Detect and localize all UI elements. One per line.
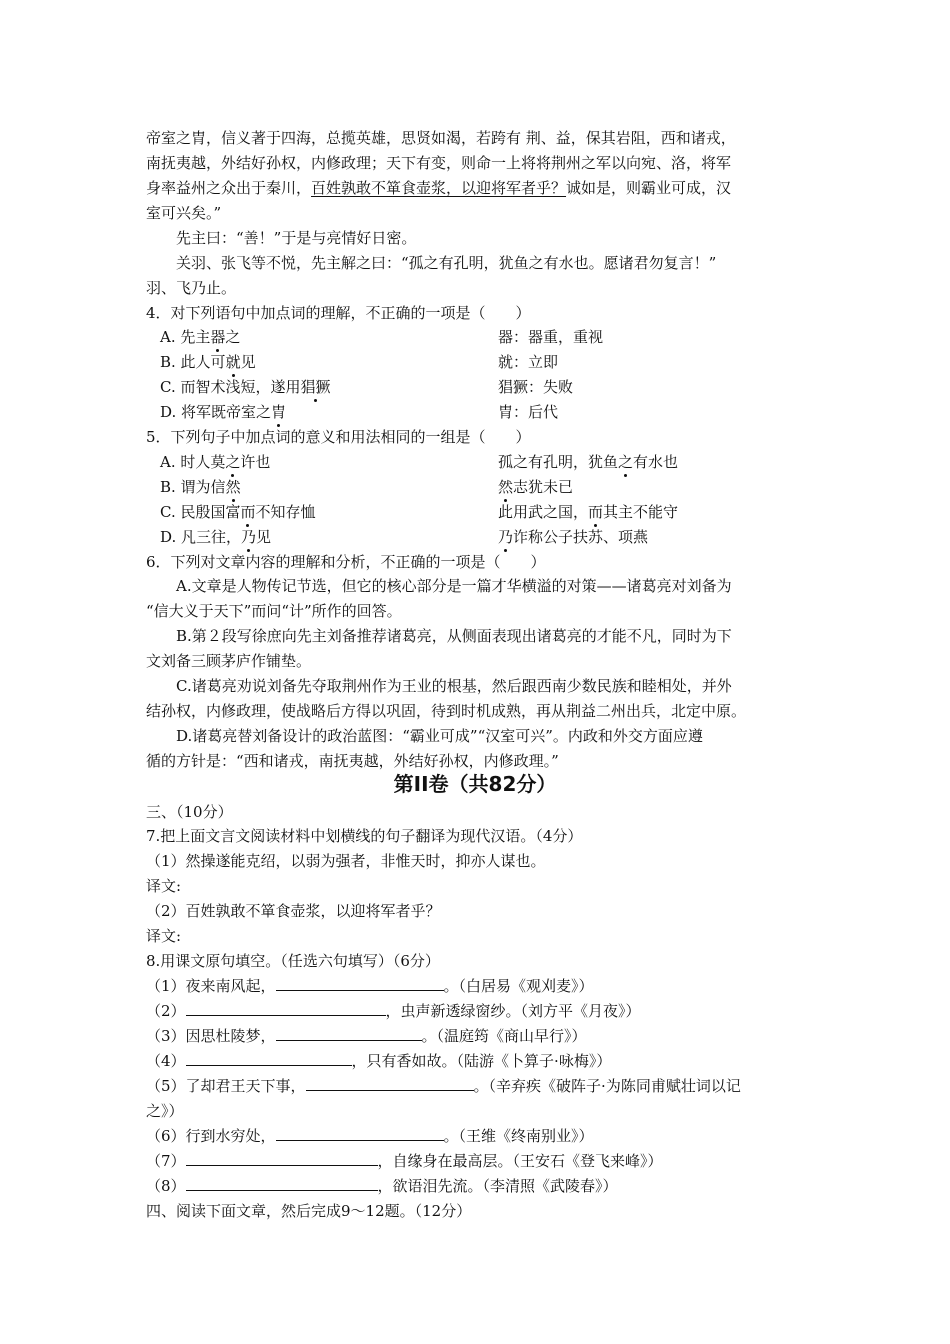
- fill-blank[interactable]: [186, 1150, 378, 1166]
- q5-option-c-left: C. 民殷国富而不知存恤: [160, 503, 316, 521]
- question-7-stem: 7.把上面文言文阅读材料中划横线的句子翻译为现代汉语。（4分）: [146, 827, 583, 845]
- q6-option-a: A.文章是人物传记节选，但它的核心部分是一篇才华横溢的对策——诸葛亮对刘备为: [176, 577, 732, 595]
- q8-item-3: （3）因思杜陵梦， 。（温庭筠《商山早行》）: [146, 1027, 587, 1045]
- fill-blank[interactable]: [276, 1025, 422, 1041]
- q6-option-c: C.诸葛亮劝说刘备先夺取荆州作为王业的根基，然后跟西南少数民族和睦相处，并外: [176, 677, 732, 695]
- q4-gloss-a: 器：器重，重视: [498, 328, 604, 346]
- question-8-stem: 8.用课文原句填空。（任选六句填写）（6分）: [146, 952, 440, 970]
- q5-option-a-left: A. 时人莫之许也: [160, 453, 271, 471]
- q4-gloss-c: 猖獗：失败: [498, 378, 574, 396]
- q8-item-5-cont: 之》）: [146, 1102, 184, 1120]
- q5-option-c-right: 此用武之国，而其主不能守: [498, 503, 679, 521]
- question-6-stem: 6．下列对文章内容的理解和分析，不正确的一项是（ ）: [146, 553, 546, 571]
- underlined-sentence: 百姓孰敢不箪食壶浆，以迎将军者乎？: [311, 179, 567, 197]
- part-3-heading: 三、（10分）: [146, 803, 233, 821]
- emphasized-word: 然: [498, 478, 514, 496]
- q6-option-d: D.诸葛亮替刘备设计的政治蓝图：“霸业可成”“汉室可兴”。内政和外交方面应遵: [176, 727, 703, 745]
- emphasized-word: 而: [240, 503, 256, 521]
- q8-item-5: （5）了却君王天下事， 。（辛弃疾《破阵子·为陈同甫赋壮词以记: [146, 1077, 741, 1095]
- passage-line: 羽、飞乃止。: [146, 279, 237, 297]
- q6-option-c-cont: 结孙权，内修政理，使战略后方得以巩固，待到时机成熟，再从荆益二州出兵，北定中原。: [146, 702, 747, 720]
- q6-option-d-cont: 循的方针是：“西和诸戎，南抚夷越，外结好孙权，内修政理。”: [146, 752, 559, 770]
- q8-item-1: （1）夜来南风起， 。（白居易《观刈麦》）: [146, 977, 594, 995]
- q8-item-8: （8） ，欲语泪先流。（李清照《武陵春》）: [146, 1177, 618, 1195]
- emphasized-word: 器: [210, 328, 226, 346]
- fill-blank[interactable]: [186, 1175, 378, 1191]
- emphasized-word: 而: [588, 503, 604, 521]
- emphasized-word: 之: [618, 453, 634, 471]
- question-4-stem: 4．对下列语句中加点词的理解，不正确的一项是（ ）: [146, 304, 531, 322]
- q5-option-a-right: 孤之有孔明，犹鱼之有水也: [498, 453, 679, 471]
- fill-blank[interactable]: [306, 1075, 474, 1091]
- q8-item-4: （4） ，只有香如故。（陆游《卜算子·咏梅》）: [146, 1052, 612, 1070]
- passage-line: 身率益州之众出于秦川，百姓孰敢不箪食壶浆，以迎将军者乎？诚如是，则霸业可成，汉: [146, 179, 732, 197]
- q4-gloss-b: 就：立即: [498, 353, 559, 371]
- fill-blank[interactable]: [186, 1000, 386, 1016]
- passage-paragraph: 关羽、张飞等不悦，先主解之曰：“孤之有孔明，犹鱼之有水也。愿诸君勿复言！”: [176, 254, 717, 272]
- emphasized-word: 然: [225, 478, 241, 496]
- q6-option-b-cont: 文刘备三顾茅庐作铺垫。: [146, 652, 312, 670]
- fill-blank[interactable]: [186, 1050, 352, 1066]
- q4-option-a: A. 先主器之: [160, 328, 241, 346]
- emphasized-word: 乃: [241, 528, 257, 546]
- q6-option-a-cont: “信大义于天下”而问“计”所作的回答。: [146, 602, 402, 620]
- q8-item-7: （7） ，自缘身在最高层。（王安石《登飞来峰》）: [146, 1152, 663, 1170]
- q6-option-b: B.第２段写徐庶向先主刘备推荐诸葛亮，从侧面表现出诸葛亮的才能不凡，同时为下: [176, 627, 732, 645]
- q4-option-d: D. 将军既帝室之胄: [160, 403, 287, 421]
- q8-item-2: （2） ，虫声新透绿窗纱。（刘方平《月夜》）: [146, 1002, 641, 1020]
- fill-blank[interactable]: [276, 1125, 444, 1141]
- passage-paragraph: 先主曰：“善！”于是与亮情好日密。: [176, 229, 417, 247]
- emphasized-word: 乃: [498, 528, 514, 546]
- emphasized-word: 胄: [271, 403, 287, 421]
- question-5-stem: 5．下列句子中加点词的意义和用法相同的一组是（ ）: [146, 428, 531, 446]
- q4-option-b: B. 此人可就见: [160, 353, 256, 371]
- q5-option-b-left: B. 谓为信然: [160, 478, 241, 496]
- passage-line: 室可兴矣。”: [146, 204, 222, 222]
- passage-line: 南抚夷越，外结好孙权，内修政理；天下有变，则命一上将将荆州之军以向宛、洛，将军: [146, 154, 732, 172]
- part-4-heading: 四、阅读下面文章，然后完成9～12题。（12分）: [146, 1202, 472, 1220]
- section-2-title: 第II卷（共82分）: [393, 772, 557, 796]
- q4-gloss-d: 胄：后代: [498, 403, 559, 421]
- q7-translation-label-2: 译文:: [146, 927, 182, 945]
- q4-option-c: C. 而智术浅短，遂用猖獗: [160, 378, 331, 396]
- emphasized-word: 之: [225, 453, 241, 471]
- passage-line: 帝室之胄，信义著于四海，总揽英雄，思贤如渴，若跨有 荆、益，保其岩阻，西和诸戎，: [146, 129, 736, 147]
- emphasized-word: 猖獗: [300, 378, 331, 396]
- q8-item-6: （6）行到水穷处， 。（王维《终南别业》）: [146, 1127, 594, 1145]
- q5-option-b-right: 然志犹未已: [498, 478, 574, 496]
- q7-sentence-2: （2）百姓孰敢不箪食壶浆，以迎将军者乎？: [146, 902, 441, 920]
- q7-translation-label-1: 译文:: [146, 877, 182, 895]
- emphasized-word: 就: [225, 353, 241, 371]
- q5-option-d-left: D. 凡三往，乃见: [160, 528, 272, 546]
- q5-option-d-right: 乃诈称公子扶苏、项燕: [498, 528, 649, 546]
- q7-sentence-1: （1）然操遂能克绍，以弱为强者，非惟天时，抑亦人谋也。: [146, 852, 546, 870]
- fill-blank[interactable]: [276, 975, 444, 991]
